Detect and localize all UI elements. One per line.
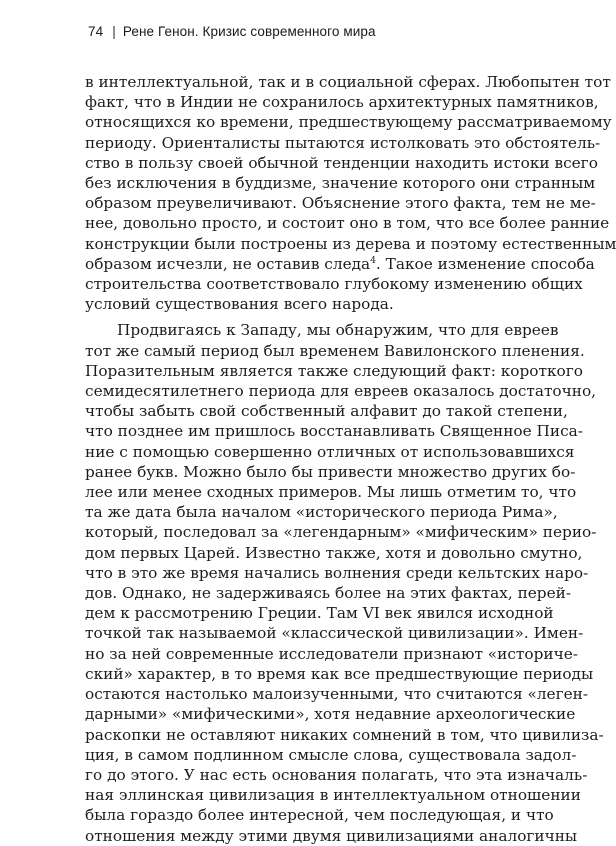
text-line: относящихся ко времени, предшествующему рассматриваемому (85, 113, 612, 132)
text-line: го до этого. У нас есть основания полагать, что эта изначаль- (85, 765, 588, 784)
text-line: что позднее им пришлось восстанавливать Священное Писа- (85, 422, 583, 441)
text-line: ский» характер, в то время как все предшествующие периоды (85, 664, 594, 683)
text-line: без исключения в буддизме, значение которого они странным (85, 174, 596, 193)
text-line: ранее букв. Можно было бы привести множество других бо- (85, 462, 576, 481)
footnote-ref: 4 (370, 255, 376, 266)
text-line: чтобы забыть свой собственный алфавит до такой степени, (85, 402, 568, 421)
text-line: нее, довольно просто, и состоит оно в том, что все более ранние (85, 214, 610, 233)
text-line: семидесятилетнего периода для евреев оказалось достаточно, (85, 382, 597, 401)
text-line: дов. Однако, не задерживаясь более на этих фактах, перей- (85, 584, 572, 603)
text-line: ство в пользу своей обычной тенденции находить истоки всего (85, 153, 598, 172)
text-fragment: . Такое изменение способа (375, 254, 595, 273)
text-line: конструкции были построены из дерева и поэтому естественным (85, 234, 616, 253)
text-line: Поразительным является также следующий факт: короткого (85, 361, 583, 380)
text-line: Продвигаясь к Западу, мы обнаружим, что для евреев (117, 321, 559, 340)
text-line: который, последовал за «легендарным» «мифическим» перио- (85, 523, 597, 542)
text-line: строительства соответствовало глубокому изменению общих (85, 275, 583, 294)
text-fragment: образом исчезли, не оставив следа (85, 254, 371, 273)
header-separator: | (112, 24, 116, 39)
text-line: в интеллектуальной, так и в социальной сферах. Любопытен тот (85, 73, 611, 91)
text-line: факт, что в Индии не сохранилось архитектурных памятников, (85, 93, 599, 112)
text-line: ние с помощью совершенно отличных от использовавшихся (85, 442, 575, 461)
text-line: была гораздо более интересной, чем последующая, и что (85, 806, 554, 825)
text-line: ная эллинская цивилизация в интеллектуальном отношении (85, 786, 581, 805)
text-line: отношения между этими двумя цивилизациями аналогичны (85, 826, 578, 845)
text-line: остаются настолько малоизученными, что считаются «леген- (85, 685, 589, 704)
running-header (88, 24, 376, 39)
text-line: что в это же время начались волнения среди кельтских наро- (85, 563, 589, 582)
text-line: та же дата была началом «исторического периода Рима», (85, 503, 558, 522)
text-line-with-footnote (85, 254, 595, 274)
text-line: образом преувеличивают. Объяснение этого факта, тем не ме- (85, 194, 596, 213)
text-line: дарными» «мифическими», хотя недавние археологические (85, 705, 576, 724)
text-line: условий существования всего народа. (85, 295, 394, 314)
text-line: но за ней современные исследователи признают «историче- (85, 644, 578, 663)
text-line: лее или менее сходных примеров. Мы лишь отметим то, что (85, 483, 577, 502)
paragraph-2 (85, 320, 604, 845)
text-line: тот же самый период был временем Вавилонского пленения. (85, 341, 585, 360)
running-title: Рене Генон. Кризис современного мира (122, 24, 376, 39)
text-line: точкой так называемой «классической цивилизации». Имен- (85, 624, 584, 643)
page-number: 74 (88, 24, 104, 39)
text-line: ция, в самом подлинном смысле слова, существовала задол- (85, 745, 577, 764)
body-text (85, 72, 616, 846)
text-line: дем к рассмотрению Греции. Там VI век явился исходной (85, 604, 554, 623)
text-line: дом первых Царей. Известно также, хотя и довольно смутно, (85, 543, 583, 562)
text-line: периоду. Ориенталисты пытаются истолковать это обстоятель- (85, 133, 601, 152)
paragraph-1 (85, 72, 616, 314)
text-line: раскопки не оставляют никаких сомнений в том, что цивилиза- (85, 725, 604, 744)
